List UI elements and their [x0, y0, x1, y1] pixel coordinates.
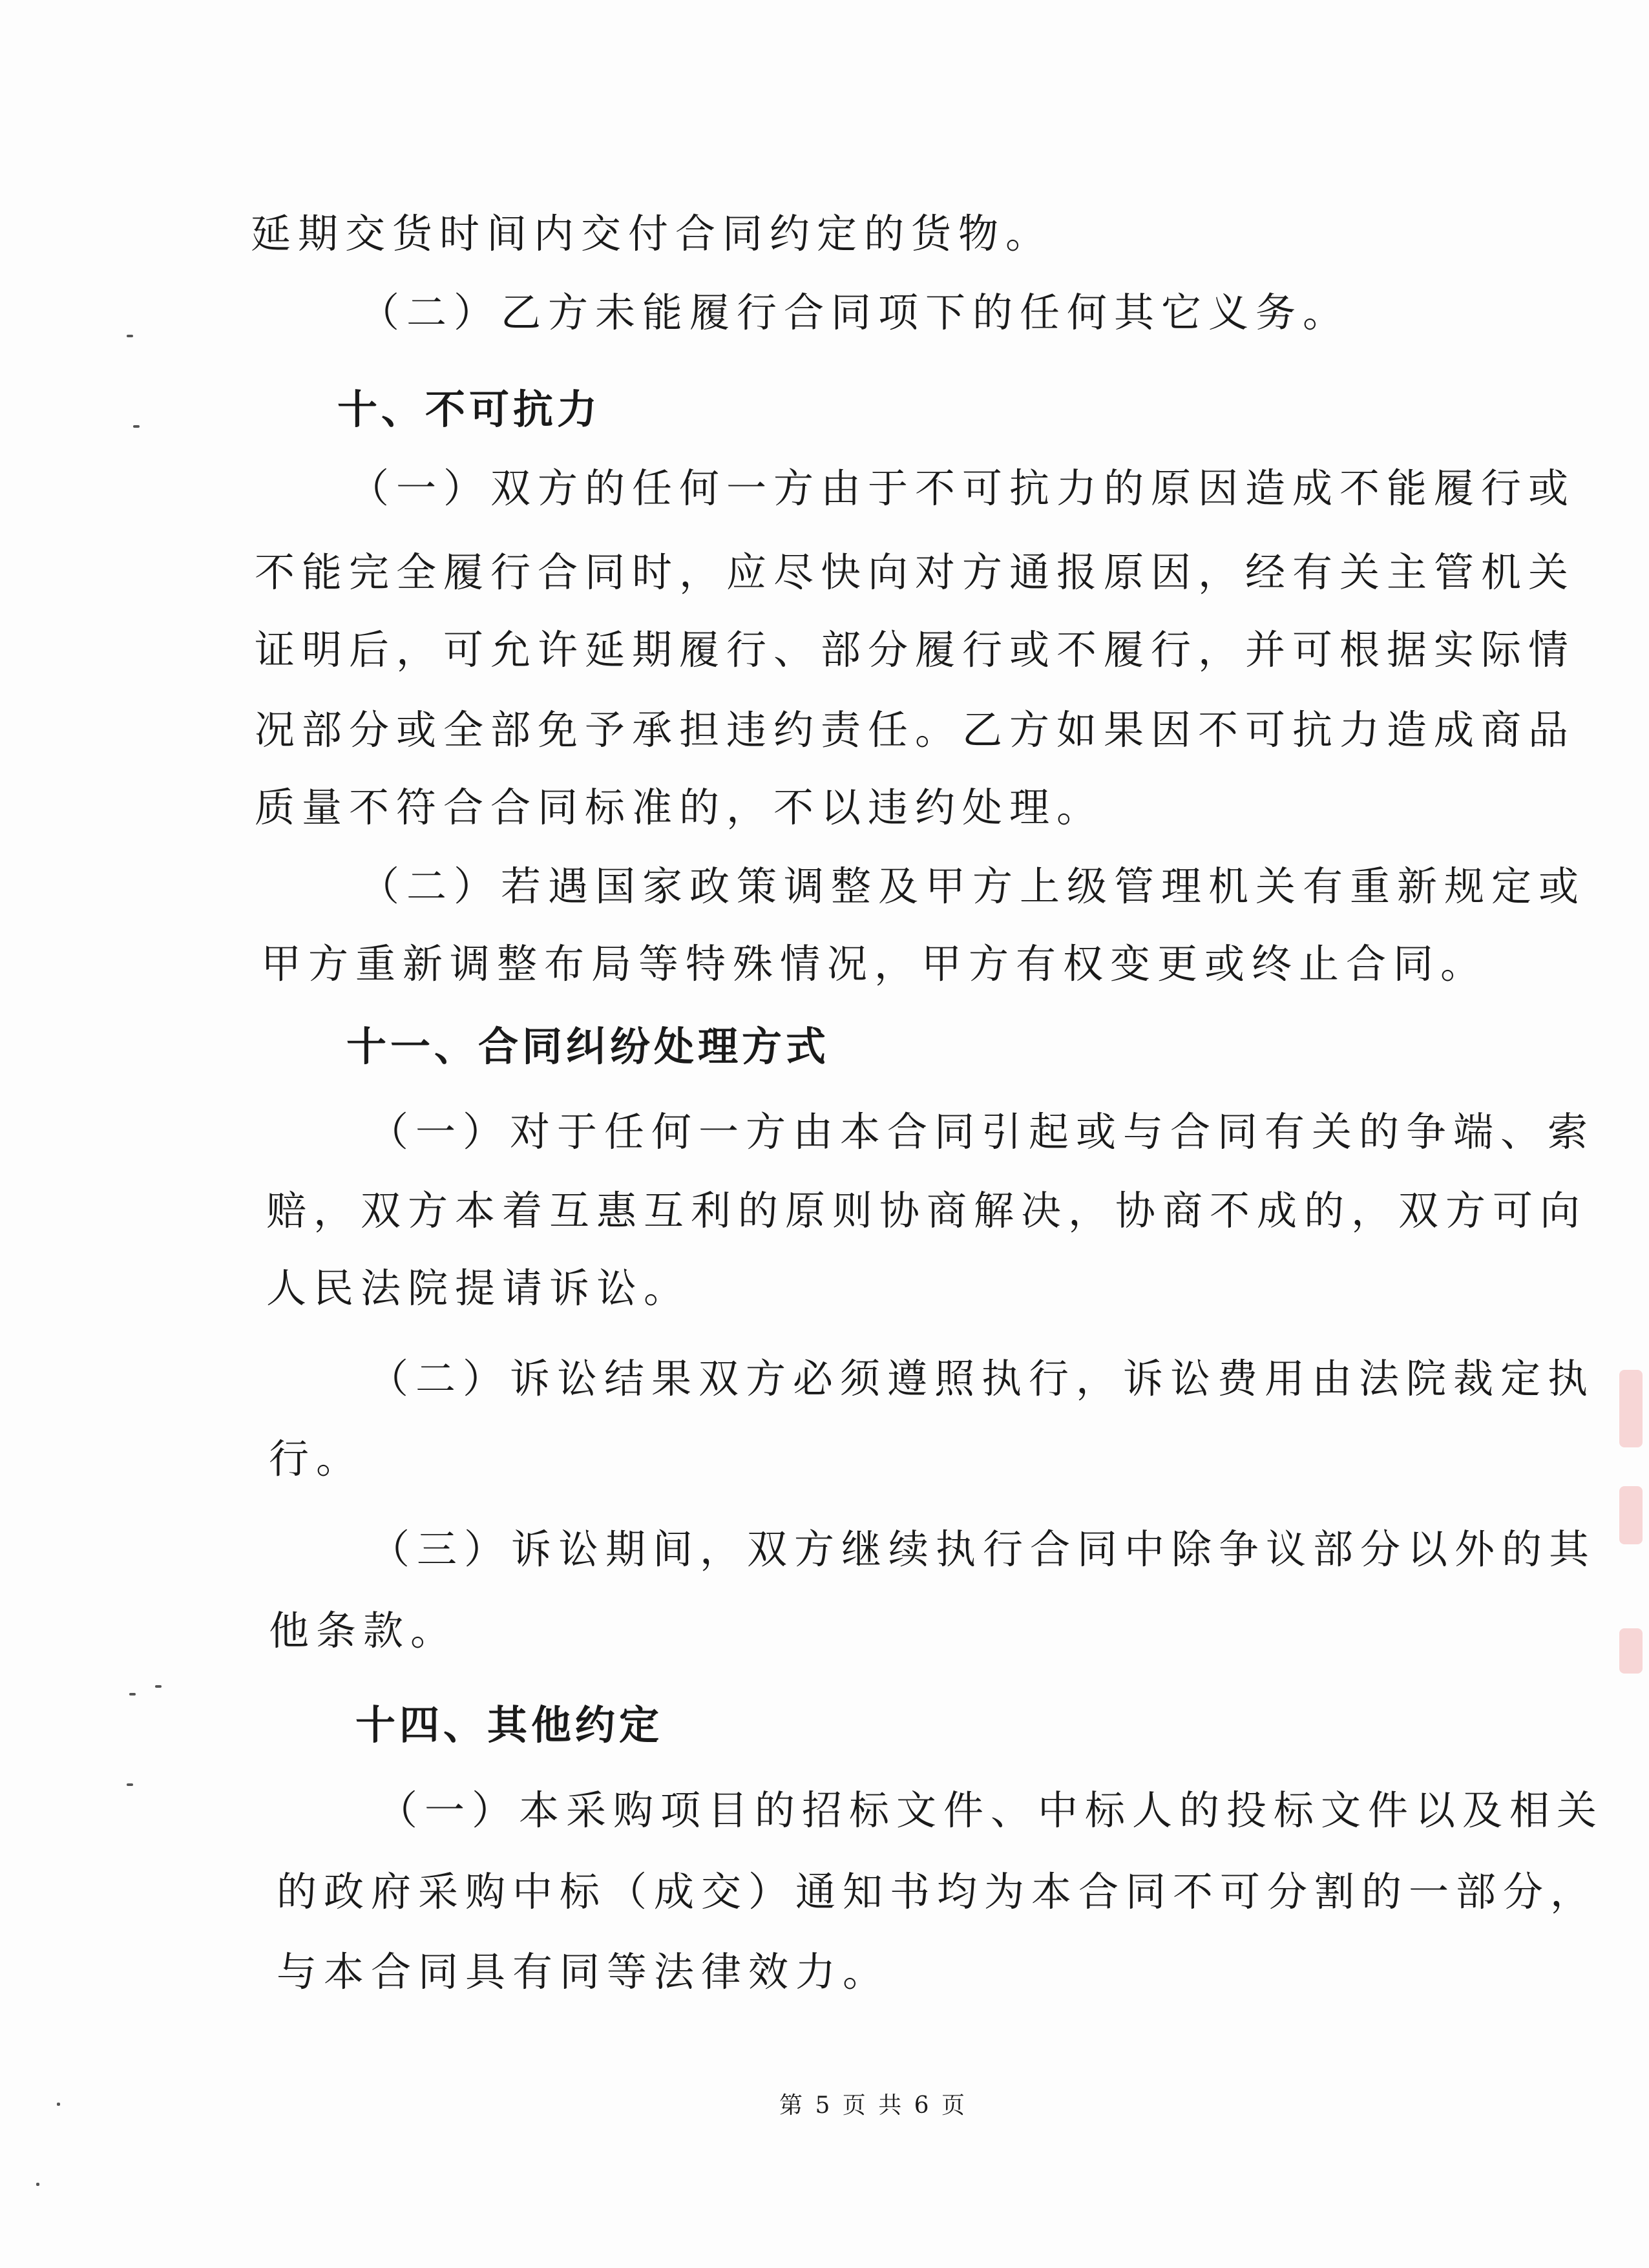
body-line: （三）诉讼期间，双方继续执行合同中除争议部分以外的其	[370, 1526, 1597, 1573]
body-line: 与本合同具有同等法律效力。	[277, 1948, 890, 1995]
body-line: （一）双方的任何一方由于不可抗力的原因造成不能履行或	[349, 465, 1576, 512]
body-line: 人民法院提请诉讼。	[266, 1265, 691, 1312]
seal-edge-mark	[1619, 1370, 1643, 1447]
body-line: 延期交货时间内交付合同约定的货物。	[251, 210, 1053, 257]
body-line: 质量不符合合同标准的，不以违约处理。	[255, 784, 1104, 831]
scan-speck	[129, 1693, 136, 1696]
scan-speck	[133, 425, 140, 428]
body-line: 不能完全履行合同时，应尽快向对方通报原因，经有关主管机关	[255, 549, 1576, 596]
scan-speck	[36, 2183, 39, 2186]
body-line: 行。	[269, 1435, 364, 1482]
body-line: （二）乙方未能履行合同项下的任何其它义务。	[359, 289, 1350, 336]
scan-speck	[127, 1783, 133, 1786]
section-heading: 十一、合同纠纷处理方式	[346, 1023, 830, 1070]
seal-edge-mark	[1619, 1628, 1643, 1674]
body-line: 甲方重新调整布局等特殊情况，甲方有权变更或终止合同。	[261, 940, 1488, 987]
body-line: 况部分或全部免予承担违约责任。乙方如果因不可抗力造成商品	[255, 706, 1576, 753]
scan-speck	[155, 1685, 162, 1688]
body-line: （二）若遇国家政策调整及甲方上级管理机关有重新规定或	[359, 863, 1586, 910]
section-heading: 十四、其他约定	[355, 1701, 664, 1748]
body-line: 他条款。	[269, 1607, 458, 1654]
seal-edge-mark	[1619, 1486, 1643, 1544]
body-line: 赔，双方本着互惠互利的原则协商解决，协商不成的，双方可向	[266, 1187, 1588, 1234]
body-line: （一）对于任何一方由本合同引起或与合同有关的争端、索	[368, 1108, 1595, 1155]
body-line: （二）诉讼结果双方必须遵照执行，诉讼费用由法院裁定执	[368, 1355, 1595, 1402]
scan-speck	[57, 2103, 60, 2106]
section-heading: 十、不可抗力	[337, 386, 602, 433]
body-line: （一）本采购项目的招标文件、中标人的投标文件以及相关	[377, 1787, 1604, 1834]
scan-speck	[127, 335, 133, 337]
page-number: 第 5 页 共 6 页	[779, 2092, 968, 2119]
body-line: 的政府采购中标（成交）通知书均为本合同不可分割的一部分，	[277, 1868, 1598, 1915]
body-line: 证明后，可允许延期履行、部分履行或不履行，并可根据实际情	[255, 626, 1576, 673]
